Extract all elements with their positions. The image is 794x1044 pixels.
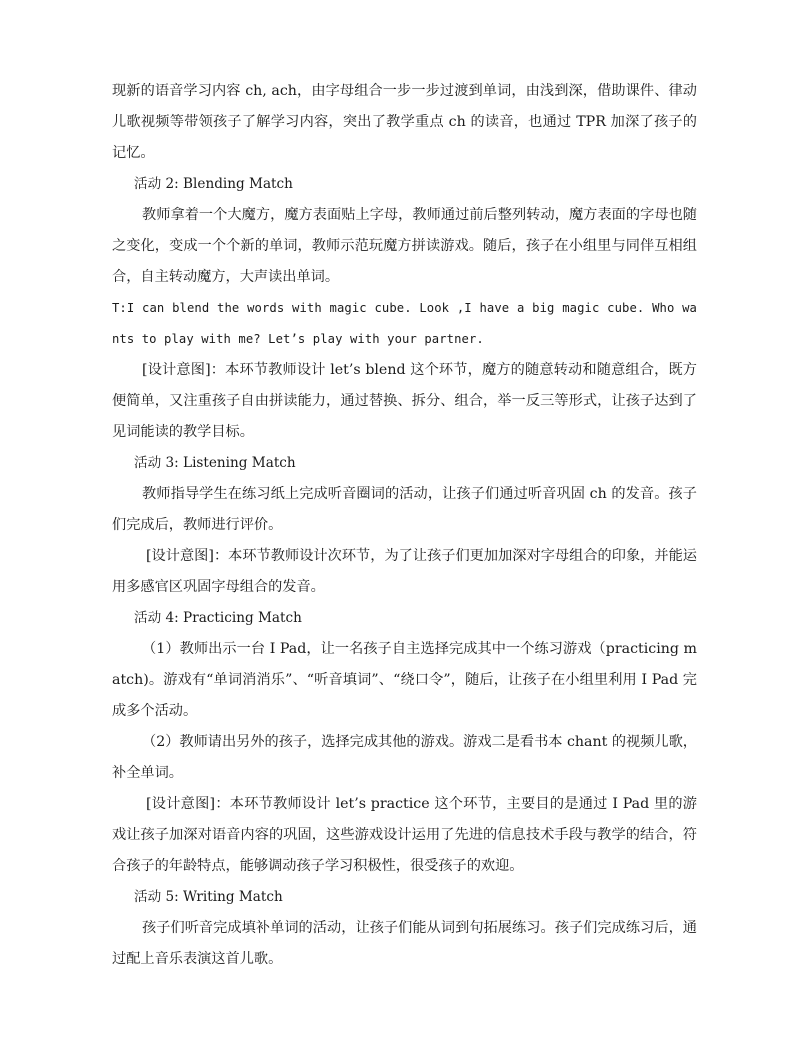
activity-4-item-1: （1）教师出示一台 I Pad，让一名孩子自主选择完成其中一个练习游戏（practicing match)。游戏有“单词消消乐”、“听音填词”、“绕口令”，随后，让孩子在小组里利用 I Pad 完成多个活动。 <box>112 641 697 719</box>
intro-paragraph: 现新的语音学习内容 ch, ach，由字母组合一步一步过渡到单词，由浅到深，借助课件、律动儿歌视频等带领孩子了解学习内容，突出了教学重点 ch 的读音，也通过 TPR 加深了孩子的记忆。 <box>112 83 697 161</box>
activity-4-design-intent: [设计意图]：本环节教师设计 let’s practice 这个环节，主要目的是通过 I Pad 里的游戏让孩子加深对语音内容的巩固，这些游戏设计运用了先进的信息技术手段与教学的结合，符合孩子的年龄特点，能够调动孩子学习积极性，很受孩子的欢迎。 <box>112 796 697 874</box>
document-body <box>112 76 697 975</box>
activity-2-dialogue: T:I can blend the words with magic cube. Look ,I have a big magic cube. Who wants to play with me? Let’s play with your partner. <box>112 301 697 346</box>
activity-3-body: 教师指导学生在练习纸上完成听音圈词的活动，让孩子们通过听音巩固 ch 的发音。孩子们完成后，教师进行评价。 <box>112 486 697 533</box>
activity-4-heading: 活动 4: Practicing Match <box>134 610 302 626</box>
activity-2-design-intent: [设计意图]：本环节教师设计 let’s blend 这个环节，魔方的随意转动和随意组合，既方便简单，又注重孩子自由拼读能力，通过替换、拆分、组合，举一反三等形式，让孩子达到了见词能读的教学目标。 <box>112 362 697 440</box>
activity-5-heading: 活动 5: Writing Match <box>134 889 283 905</box>
activity-5-body: 孩子们听音完成填补单词的活动，让孩子们能从词到句拓展练习。孩子们完成练习后，通过配上音乐表演这首儿歌。 <box>112 920 697 967</box>
activity-3-design-intent: [设计意图]：本环节教师设计次环节，为了让孩子们更加加深对字母组合的印象，并能运用多感官区巩固字母组合的发音。 <box>112 548 697 595</box>
activity-2-heading: 活动 2: Blending Match <box>134 176 293 192</box>
activity-3-heading: 活动 3: Listening Match <box>134 455 296 471</box>
activity-4-item-2: （2）教师请出另外的孩子，选择完成其他的游戏。游戏二是看书本 chant 的视频儿歌，补全单词。 <box>112 734 697 781</box>
activity-2-body: 教师拿着一个大魔方，魔方表面贴上字母，教师通过前后整列转动，魔方表面的字母也随之变化，变成一个个新的单词，教师示范玩魔方拼读游戏。随后，孩子在小组里与同伴互相组合，自主转动魔方，大声读出单词。 <box>112 207 697 285</box>
